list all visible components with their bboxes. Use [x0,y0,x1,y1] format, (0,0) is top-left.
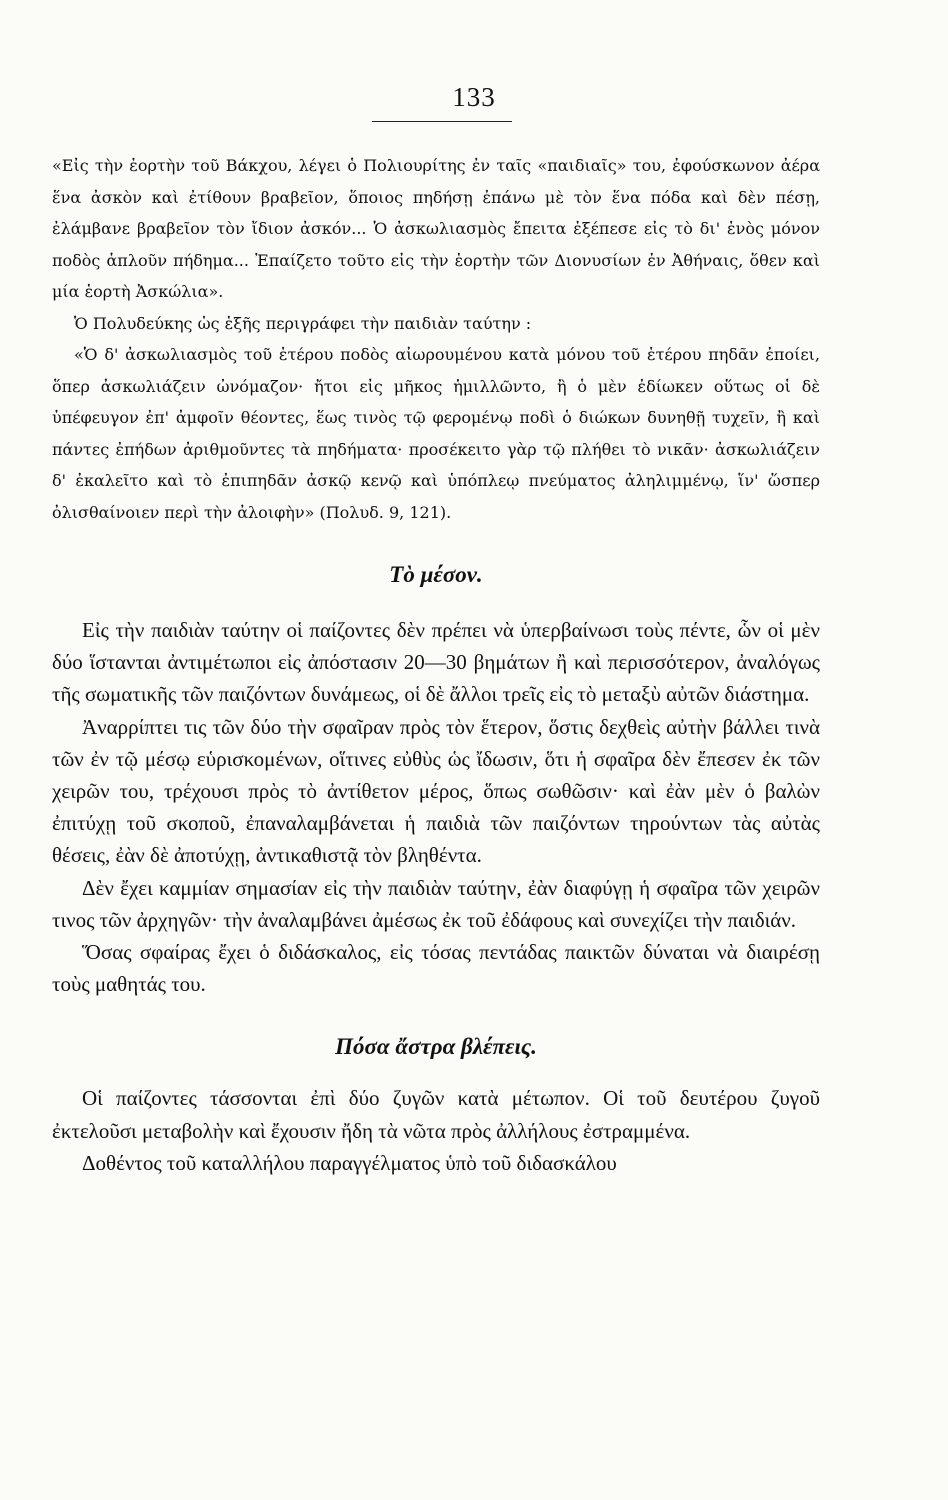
quoted-passage [52,150,820,528]
body-paragraph: Δοθέντος τοῦ καταλλήλου παραγγέλματος ὑπὸ τοῦ διδασκάλου [82,1150,617,1175]
section-body-posa-astra [52,1082,820,1179]
body-paragraph: Εἰς τὴν παιδιὰν ταύτην οἱ παίζοντες δὲν πρέπει νὰ ὑπερβαίνωσι τοὺς πέντε, ὧν οἱ μὲν δύο ἵστανται ἀντιμέτωποι εἰς ἀπόστασιν 20—30 βημάτων ἢ καὶ περισσότερον, ἀναλόγως τῆς σωματικῆς τῶν παιζόντων δυνάμεως, οἱ δὲ ἄλλοι τρεῖς εἰς τὸ μεταξὺ αὐτῶν διάστημα. [52,618,820,707]
page-number: 133 [452,82,496,112]
body-paragraph: Ὅσας σφαίρας ἔχει ὁ διδάσκαλος, εἰς τόσας πεντάδας παικτῶν δύναται νὰ διαιρέσῃ τοὺς μαθητάς του. [52,940,820,997]
body-paragraph: Οἱ παίζοντες τάσσονται ἐπὶ δύο ζυγῶν κατὰ μέτωπον. Οἱ τοῦ δευτέρου ζυγοῦ ἐκτελοῦσι μεταβολὴν καὶ ἔχουσιν ἤδη τὰ νῶτα πρὸς ἀλλήλους ἐστραμμένα. [52,1086,820,1143]
page-number-rule [372,121,512,122]
page-content [52,150,820,1179]
body-paragraph: Ἀναρρίπτει τις τῶν δύο τὴν σφαῖραν πρὸς τὸν ἕτερον, ὅστις δεχθεὶς αὐτὴν βάλλει τινὰ τῶν ἐν τῷ μέσῳ εὑρισκομένων, οἵτινες εὐθὺς ὡς ἴδωσιν, ὅτι ἡ σφαῖρα δὲν ἔπεσεν ἐκ τῶν χειρῶν του, τρέχουσι πρὸς τὸ ἀντίθετον μέρος, ὅπως σωθῶσιν· καὶ ἐὰν μὲν ὁ βαλὼν ἐπιτύχῃ τοῦ σκοποῦ, ἐπαναλαμβάνεται ἡ παιδιὰ τῶν παιζόντων τηρούντων τὰς αὐτὰς θέσεις, ἐὰν δὲ ἀποτύχῃ, ἀντικαθιστᾷ τὸν βληθέντα. [52,714,820,868]
quote-paragraph-2: Ὁ Πολυδεύκης ὡς ἑξῆς περιγράφει τὴν παιδιὰν ταύτην : [74,313,532,333]
section-title-posa-astra: Πόσα ἄστρα βλέπεις. [335,1034,537,1060]
body-paragraph: Δὲν ἔχει καμμίαν σημασίαν εἰς τὴν παιδιὰν ταύτην, ἐὰν διαφύγῃ ἡ σφαῖρα τῶν χειρῶν τινος τῶν ἀρχηγῶν· τὴν ἀναλαμβάνει ἀμέσως ἐκ τοῦ ἐδάφους καὶ συνεχίζει τὴν παιδιάν. [52,875,820,932]
section-title-to-meson: Τὸ μέσον. [389,562,483,587]
quote-paragraph-1: «Εἰς τὴν ἑορτὴν τοῦ Βάκχου, λέγει ὁ Πολιουρίτης ἐν ταῖς «παιδιαῖς» του, ἐφούσκωνον ἀέρα ἕνα ἀσκὸν καὶ ἐτίθουν βραβεῖον, ὅποιος πηδήσῃ ἐπάνω μὲ τὸν ἕνα πόδα καὶ δὲν πέσῃ, ἐλάμβανε βραβεῖον τὸν ἴδιον ἀσκόν... Ὁ ἀσκωλιασμὸς ἔπειτα ἐξέπεσε εἰς τὸ δι' ἑνὸς μόνον ποδὸς ἁπλοῦν πήδημα... Ἐπαίζετο τοῦτο εἰς τὴν ἑορτὴν τῶν Διονυσίων ἐν Ἀθήναις, ὅθεν καὶ μία ἑορτὴ Ἀσκώλια». [52,156,820,301]
quote-paragraph-3: «Ὁ δ' ἀσκωλιασμὸς τοῦ ἑτέρου ποδὸς αἰωρουμένου κατὰ μόνου τοῦ ἑτέρου πηδᾶν ἐποίει, ὅπερ ἀσκωλιάζειν ὠνόμαζον· ἤτοι εἰς μῆκος ἡμιλλῶντο, ἢ ὁ μὲν ἐδίωκεν οὕτως οἱ δὲ ὑπέφευγον ἐπ' ἀμφοῖν θέοντες, ἕως τινὸς τῷ φερομένῳ ποδὶ ὁ διώκων δυνηθῇ τυχεῖν, ἢ καὶ πάντες ἐπήδων ἀριθμοῦντες τὰ πηδήματα· προσέκειτο γὰρ τῷ πλήθει τὸ νικᾶν· ἀσκωλιάζειν δ' ἐκαλεῖτο καὶ τὸ ἐπιπηδᾶν ἀσκῷ κενῷ καὶ ὑπόπλεῳ πνεύματος ἀληλιμμένῳ, ἵν' ὥσπερ ὀλισθαίνοιεν περὶ τὴν ἀλοιφὴν» (Πολυδ. 9, 121). [52,345,820,522]
section-body-to-meson [52,614,820,1000]
